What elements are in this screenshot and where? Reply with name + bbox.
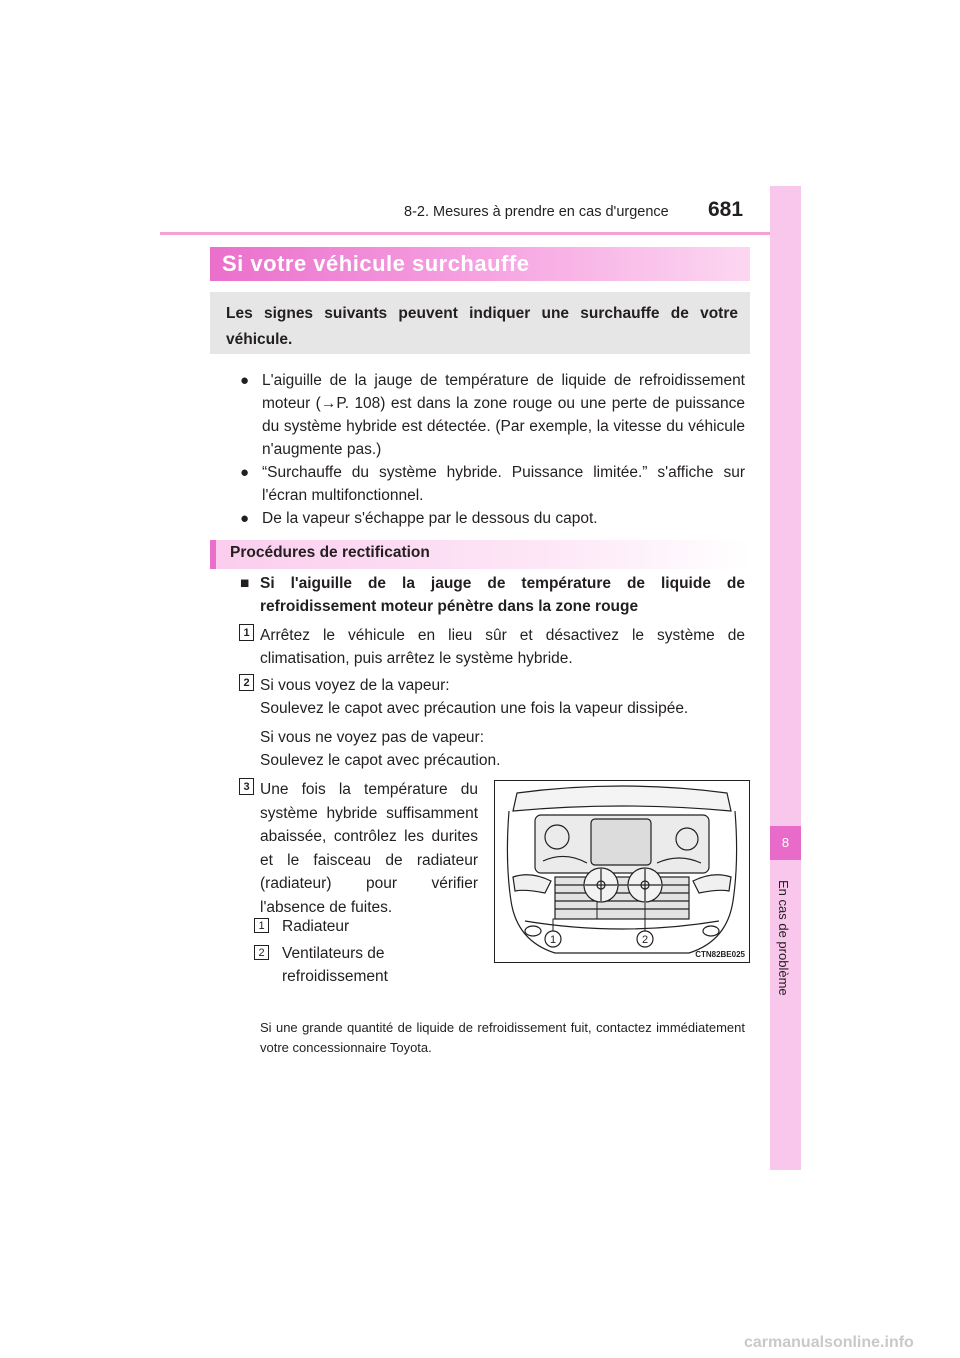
step-2-line-3: Si vous ne voyez pas de vapeur: (260, 729, 485, 746)
engine-bay-illustration (494, 780, 750, 963)
step-number-1: 1 (239, 624, 254, 641)
intro-box (210, 292, 750, 354)
bullet-text: L'aiguille de la jauge de température de liquide de refroidissement moteur (→P. 108) est dans la zone rouge ou une perte de puissance du système hybride est détectée. (Par exemple, la vitesse du véhicule n'augmente pas.) (262, 372, 745, 458)
watermark: carmanualsonline.info (744, 1334, 914, 1351)
bullet-item (240, 507, 745, 530)
step-1-text: Arrêtez le véhicule en lieu sûr et désactivez le système de climatisation, puis arrêtez le système hybride. (260, 627, 745, 667)
step-number-2: 2 (239, 674, 254, 691)
engine-bay-drawing (495, 781, 749, 962)
bullet-dot: ● (240, 510, 250, 527)
intro-text: Les signes suivants peuvent indiquer une surchauffe de votre véhicule. (226, 305, 738, 348)
figure-callout-1: 1 (549, 934, 557, 946)
step-2-line-4: Soulevez le capot avec précaution. (260, 752, 501, 769)
section-heading-bar (210, 540, 750, 569)
chapter-side-tab (770, 186, 801, 1170)
figure-code: CTN82BE025 (695, 950, 745, 959)
step-2-line-1: Si vous voyez de la vapeur: (260, 677, 450, 694)
bullet-dot: ● (240, 372, 250, 389)
bullet-text: De la vapeur s'échappe par le dessous du capot. (262, 510, 598, 527)
figure-callout-2: 2 (641, 934, 649, 946)
legend-label-radiator: Radiateur (282, 918, 350, 935)
chapter-number: 8 (781, 835, 790, 850)
step-number-3: 3 (239, 778, 254, 795)
page-title-bar (210, 247, 750, 281)
step-3-text: Une fois la température du système hybride suffisamment abaissée, contrôlez les durites et le faisceau de radiateur (radiateur) pour vérifier l'absence de fuites. (260, 781, 478, 916)
subheading-text: Si l'aiguille de la jauge de température de liquide de refroidissement moteur pénètre dans la zone rouge (260, 575, 745, 615)
note-text: Si une grande quantité de liquide de refroidissement fuit, contactez immédiatement votre concessionnaire Toyota. (260, 1020, 745, 1055)
chapter-label-container (776, 880, 796, 1004)
legend-number-1: 1 (254, 918, 269, 933)
legend-number-2: 2 (254, 945, 269, 960)
chapter-label: En cas de problème (776, 880, 791, 996)
section-heading: Procédures de rectification (230, 544, 430, 561)
bullet-dot: ● (240, 464, 250, 481)
header-divider (160, 232, 800, 235)
legend-label-fans: Ventilateurs de refroidissement (282, 945, 388, 985)
square-bullet-icon: ■ (240, 575, 250, 592)
header-section-title: 8-2. Mesures à prendre en cas d'urgence (404, 204, 669, 220)
page-number: 681 (708, 198, 744, 221)
bullet-item (240, 369, 745, 461)
bullet-text: “Surchauffe du système hybride. Puissance limitée.” s'affiche sur l'écran multifonctionnel. (262, 464, 745, 504)
subheading (240, 572, 745, 618)
page-title: Si votre véhicule surchauffe (222, 251, 530, 276)
chapter-number-badge (770, 826, 801, 860)
step-2-line-2: Soulevez le capot avec précaution une fois la vapeur dissipée. (260, 700, 689, 717)
bullet-item (240, 461, 745, 507)
